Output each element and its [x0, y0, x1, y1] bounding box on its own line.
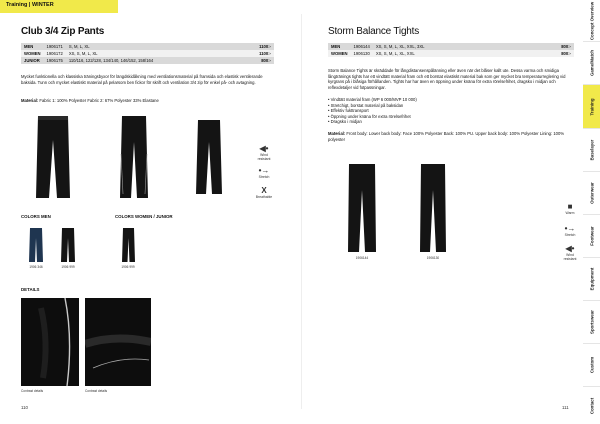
description-left: Mycket funktionella och klassiska träningsbyxor för längdskidåkning med ventilationsmaterial på framsida och elastisk ventilerande baksida. Tunn och mycket elastiskt material på pelarsom ben fickor för skrift och ventilation 3/4 zip för enkel på- och avtagning.	[21, 74, 263, 85]
product-title-left: Club 3/4 Zip Pants	[21, 26, 105, 37]
table-row: JUNIOR 1906175 110/116, 122/128, 134/140, 146/152, 158/164 800:-	[21, 57, 274, 64]
page-divider	[301, 14, 302, 409]
table-row: WOMEN 1906172 XS, S, M, L, XL 1100:-	[21, 50, 274, 57]
table-row: MEN 1906144 XS, S, M, L, XL, XXL, 3XL 800:-	[328, 43, 574, 50]
product-image-junior	[195, 118, 223, 196]
size-table-left	[21, 43, 274, 64]
feature-icon-1: ◀• Wind resistant	[255, 144, 273, 161]
category-tabs	[583, 0, 600, 424]
tab-outerwear[interactable]: Outerwear	[583, 172, 600, 215]
product-image-women	[118, 114, 150, 200]
section-label: Training | WINTER	[6, 2, 54, 8]
warm-icon: ■	[567, 202, 573, 211]
material-left: Material: Fabric 1: 100% Polyester Fabric 2: 67% Polyester 33% Elastane	[21, 98, 159, 103]
feature-icon-r1: ■ Warm	[561, 202, 579, 215]
material-right: Material: Front body: Lower back body: Face 100% Polyester Back: 100% PU. Upper back body: 100% Polyester Lining: 100% polyester	[328, 131, 565, 142]
feature-icon-r2: •→ Stretch	[561, 224, 579, 237]
feature-icon-r3: ◀• Wind resistant	[561, 244, 579, 261]
wind-resistant-icon: ◀•	[259, 144, 269, 153]
colors-men-label: COLORS MEN	[21, 214, 51, 219]
description-right: Storm Balance Tights är skräddade för långdistansenspålänning eller även när det blåser kallt ute. Dessa varma och smidiga långtränings tights har ett vindtätt material fram och ett borstat elastiskt material bak som ger mycket bra temperaturreglering vid kyrgrans på i blåsiga förhållanden. Tights har har även en öppning under knäna för extra rörelsefrihet, dragsko i midjan och reflexdetaljer vid fotpassningar.	[328, 68, 566, 90]
tab-footwear[interactable]: Footwear	[583, 215, 600, 258]
product-title-right: Storm Balance Tights	[328, 26, 420, 37]
size-table-right	[328, 43, 574, 57]
feature-icon-2: •→ Stretch	[255, 166, 273, 179]
wind-resistant-icon: ◀•	[565, 244, 575, 253]
section-header	[0, 0, 118, 13]
detail-image-1	[21, 298, 79, 386]
stretch-icon: •→	[564, 224, 576, 233]
page-number-left: 110	[21, 405, 28, 410]
tab-contact[interactable]: Contact	[589, 397, 594, 414]
colors-women-junior-label: COLORS WOMEN / JUNIOR	[115, 214, 173, 219]
color-swatch-black-men	[60, 227, 76, 263]
tab-concept-overview[interactable]: Concept Overview	[583, 0, 600, 42]
table-row: WOMEN 1906130 XS, S, M, L, XL, XXL 800:-	[328, 50, 574, 57]
bullet-list-right: • Vindtätt material fram (WP 6 000/MVP 10 000) • Stretchigt, borstat material på baksidan • Effektiv fukttransport • Öppning under knäna för extra rörelsefrihet • Dragsko i midjan	[328, 97, 417, 125]
breathable-icon: X	[261, 186, 267, 195]
table-row: MEN 1906171 S, M, L, XL 1100:-	[21, 43, 274, 50]
tab-training[interactable]: Training	[583, 85, 600, 129]
stretch-icon: •→	[258, 166, 270, 175]
tab-custom[interactable]: Custom	[583, 344, 600, 387]
tab-baselayer[interactable]: Baselayer	[583, 129, 600, 172]
details-label: DETAILS	[21, 287, 40, 292]
feature-icon-3: X Breathable	[255, 186, 273, 199]
product-image-tights-men	[345, 162, 379, 254]
color-swatch-black-women	[121, 227, 136, 263]
tab-sportswear[interactable]: Sportswear	[583, 301, 600, 344]
product-image-men	[34, 114, 72, 200]
color-swatch-navy	[28, 227, 44, 263]
tab-game-match[interactable]: Game/Match	[583, 42, 600, 85]
tab-equipment[interactable]: Equipment	[583, 258, 600, 301]
detail-image-2	[85, 298, 151, 386]
page-number-right: 111	[562, 405, 569, 410]
product-image-tights-women	[417, 162, 449, 254]
